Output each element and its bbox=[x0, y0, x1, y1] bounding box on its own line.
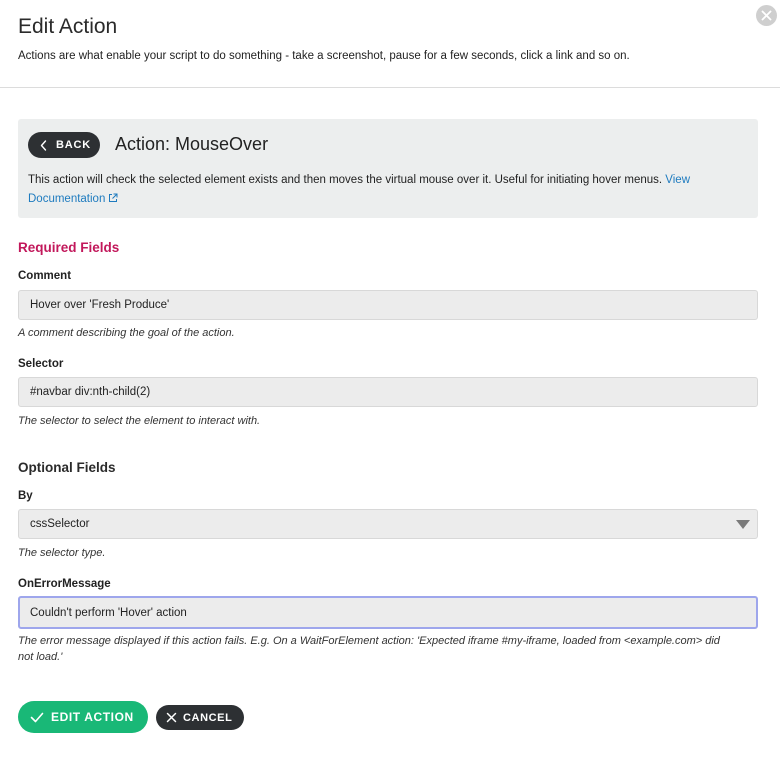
edit-action-button[interactable] bbox=[18, 701, 148, 733]
by-label: By bbox=[18, 490, 33, 502]
action-description-text: This action will check the selected element exists and then moves the virtual mouse over it. Useful for initiating hover menus. bbox=[28, 174, 663, 186]
caret-down-icon bbox=[736, 520, 750, 529]
selector-input[interactable] bbox=[18, 377, 758, 407]
action-title: Action: MouseOver bbox=[115, 134, 269, 154]
chevron-left-icon bbox=[40, 140, 47, 151]
required-fields-heading: Required Fields bbox=[18, 240, 120, 255]
back-button[interactable] bbox=[28, 132, 100, 158]
close-icon bbox=[761, 10, 772, 21]
cancel-label: CANCEL bbox=[183, 711, 233, 724]
by-select-value: cssSelector bbox=[30, 518, 90, 530]
action-description bbox=[28, 171, 748, 209]
on-error-message-input[interactable] bbox=[18, 596, 758, 629]
external-link-icon bbox=[108, 193, 118, 203]
comment-help: A comment describing the goal of the action. bbox=[18, 327, 235, 339]
selector-help: The selector to select the element to interact with. bbox=[18, 415, 261, 427]
comment-label: Comment bbox=[18, 270, 72, 282]
modal-subtitle: Actions are what enable your script to do something - take a screenshot, pause for a few seconds, click a link and so on. bbox=[18, 50, 630, 62]
close-button[interactable] bbox=[756, 5, 777, 26]
view-documentation-label: View Documentation bbox=[28, 174, 690, 205]
action-info-panel bbox=[18, 119, 758, 218]
by-help: The selector type. bbox=[18, 547, 106, 559]
comment-input[interactable] bbox=[18, 290, 758, 320]
on-error-message-help: The error message displayed if this action fails. E.g. On a WaitForElement action: 'Expected iframe #my-iframe, loaded from <example.com> did not load.' bbox=[18, 635, 720, 663]
edit-action-label: EDIT ACTION bbox=[51, 710, 134, 724]
modal-header bbox=[0, 0, 780, 88]
check-icon bbox=[30, 712, 44, 723]
back-button-label: BACK bbox=[56, 139, 91, 151]
modal-title: Edit Action bbox=[18, 15, 118, 38]
optional-fields-heading: Optional Fields bbox=[18, 460, 116, 475]
selector-label: Selector bbox=[18, 358, 64, 370]
on-error-message-label: OnErrorMessage bbox=[18, 578, 111, 590]
cancel-button[interactable] bbox=[156, 705, 244, 730]
x-icon bbox=[166, 712, 177, 723]
by-select[interactable] bbox=[18, 509, 758, 539]
